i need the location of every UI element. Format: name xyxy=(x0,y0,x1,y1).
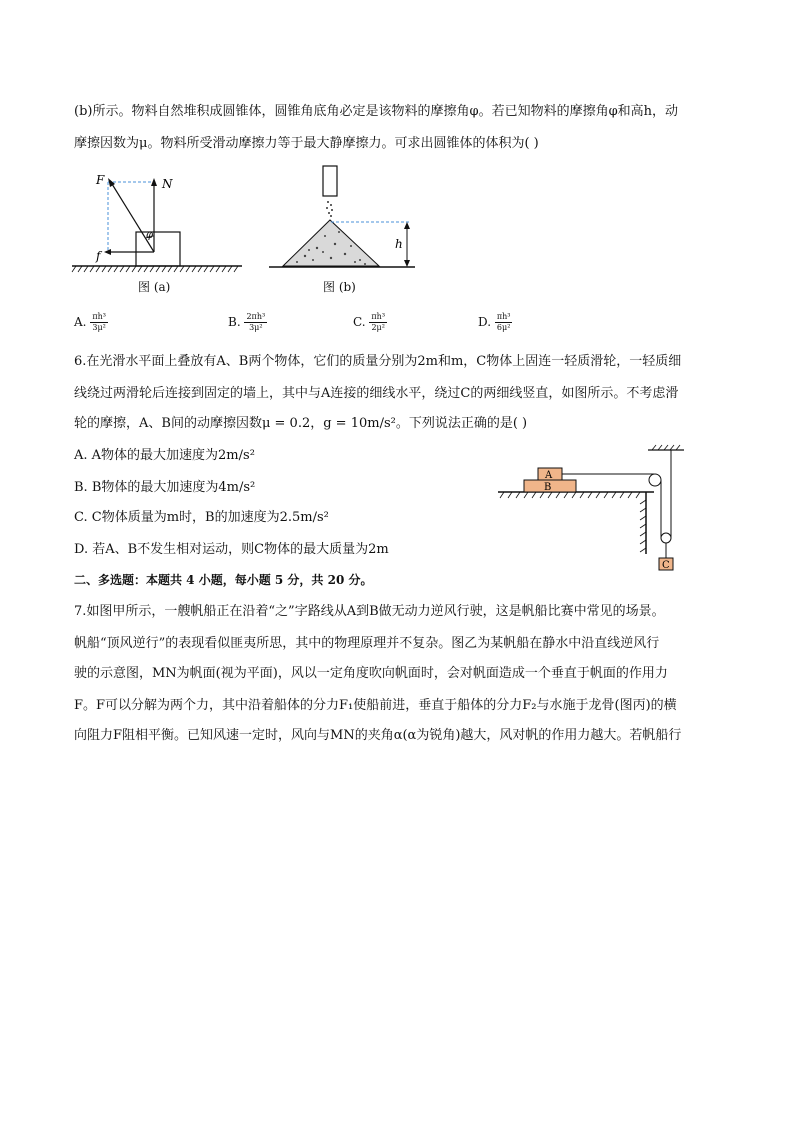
q6-text-line-1: 6.在光滑水平面上叠放有A、B两个物体，它们的质量分别为2m和m，C物体上固连一轻质滑轮，一轻质细 xyxy=(74,354,682,369)
fig-b-label-h: h xyxy=(395,237,403,251)
q5-text-line-2: 摩擦因数为μ。物料所受滑动摩擦力等于最大静摩擦力。可求出圆锥体的体积为( ) xyxy=(74,136,539,151)
q5-option-d[interactable] xyxy=(478,312,512,333)
fig-a-label-N: N xyxy=(162,177,173,191)
q5-option-d-fraction: $\frac{\text{πh³}}{\text{6μ²}}$ xyxy=(496,312,511,332)
q6-option-a[interactable]: A. A物体的最大加速度为2m/s² xyxy=(74,448,255,463)
q6-text-line-3: 轮的摩擦，A、B间的动摩擦因数μ = 0.2，g = 10m/s²。下列说法正确的是( ) xyxy=(74,416,528,431)
q5-option-c-label: C. xyxy=(353,315,366,329)
q6-pulley-diagram xyxy=(498,444,698,574)
section-2-heading: 二、多选题：本题共 4 小题，每小题 5 分，共 20 分。 xyxy=(74,573,373,587)
q5-option-a[interactable] xyxy=(74,312,108,333)
q5-option-c-fraction: $\frac{\text{πh³}}{\text{2μ²}}$ xyxy=(371,312,386,332)
q5-option-a-label: A. xyxy=(74,315,87,329)
q7-text-line-1: 7.如图甲所示，一艘帆船正在沿着“之”字路线从A到B做无动力逆风行驶，这是帆船比赛中常见的场景。 xyxy=(74,604,665,619)
q7-text-line-3: 驶的示意图，MN为帆面(视为平面)，风以一定角度吹向帆面时，会对帆面造成一个垂直于帆面的作用力 xyxy=(74,666,668,681)
q7-text-line-4: F。F可以分解为两个力，其中沿着船体的分力F₁使船前进，垂直于船体的分力F₂与水施于龙骨(图丙)的横 xyxy=(74,698,677,713)
figure-b-diagram xyxy=(265,164,425,274)
q5-option-b-fraction: $\frac{\text{2πh³}}{\text{3μ²}}$ xyxy=(246,312,266,332)
q5-option-c[interactable] xyxy=(353,312,387,333)
q6-option-b[interactable]: B. B物体的最大加速度为4m/s² xyxy=(74,480,256,495)
q6-option-c[interactable]: C. C物体质量为m时，B的加速度为2.5m/s² xyxy=(74,510,329,525)
figure-a-diagram xyxy=(70,168,250,274)
fig-a-label-phi: φ xyxy=(146,230,154,241)
figure-b-caption: 图 (b) xyxy=(323,280,356,294)
q5-text-line-1: (b)所示。物料自然堆积成圆锥体，圆锥角底角必定是该物料的摩擦角φ。若已知物料的摩擦角φ和高h，动 xyxy=(74,104,679,119)
q5-option-b-label: B. xyxy=(228,315,241,329)
q6-text-line-2: 线绕过两滑轮后连接到固定的墙上，其中与A连接的细线水平，绕过C的两细线竖直，如图所示。不考虑滑 xyxy=(74,386,679,401)
q6-fig-label-A: A xyxy=(545,470,553,481)
q5-option-b[interactable] xyxy=(228,312,267,333)
q6-fig-label-B: B xyxy=(544,482,552,493)
q7-text-line-2: 帆船“顶风逆行”的表现看似匪夷所思，其中的物理原理并不复杂。图乙为某帆船在静水中沿直线逆风行 xyxy=(74,636,660,651)
q7-text-line-5: 向阻力F阻相平衡。已知风速一定时，风向与MN的夹角α(α为锐角)越大，风对帆的作用力越大。若帆船行 xyxy=(74,728,682,743)
fig-a-label-f: f xyxy=(96,249,101,263)
q6-fig-label-C: C xyxy=(662,560,670,571)
q6-option-d[interactable]: D. 若A、B不发生相对运动，则C物体的最大质量为2m xyxy=(74,542,389,557)
q5-option-d-label: D. xyxy=(478,315,492,329)
figure-a-caption: 图 (a) xyxy=(138,280,171,294)
fig-a-label-F: F xyxy=(96,173,105,187)
q5-option-a-fraction: $\frac{\text{πh³}}{\text{3μ²}}$ xyxy=(92,312,106,332)
